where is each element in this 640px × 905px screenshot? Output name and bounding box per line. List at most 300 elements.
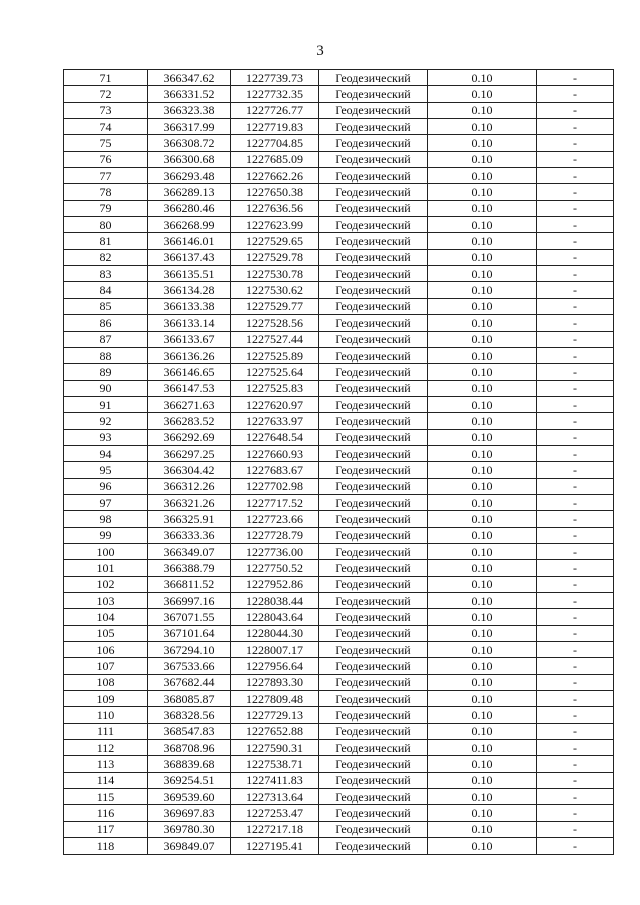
accuracy-cell: 0.10 — [428, 707, 537, 723]
table-row — [64, 445, 614, 461]
table-row — [64, 282, 614, 298]
table-row — [64, 135, 614, 151]
accuracy-cell: 0.10 — [428, 282, 537, 298]
method-cell: Геодезический — [319, 576, 428, 592]
y-coordinate-cell: 1227195.41 — [231, 838, 319, 854]
y-coordinate-cell: 1227411.83 — [231, 772, 319, 788]
coordinates-table — [63, 69, 614, 855]
accuracy-cell: 0.10 — [428, 674, 537, 690]
x-coordinate-cell: 369254.51 — [148, 772, 231, 788]
accuracy-cell: 0.10 — [428, 315, 537, 331]
y-coordinate-cell: 1227529.77 — [231, 298, 319, 314]
y-coordinate-cell: 1227217.18 — [231, 821, 319, 837]
x-coordinate-cell: 366146.01 — [148, 233, 231, 249]
accuracy-cell: 0.10 — [428, 576, 537, 592]
y-coordinate-cell: 1227313.64 — [231, 789, 319, 805]
method-cell: Геодезический — [319, 658, 428, 674]
x-coordinate-cell: 366347.62 — [148, 70, 231, 86]
note-cell: - — [537, 527, 614, 543]
table-row — [64, 102, 614, 118]
y-coordinate-cell: 1227623.99 — [231, 217, 319, 233]
point-number-cell: 89 — [64, 364, 148, 380]
note-cell: - — [537, 86, 614, 102]
y-coordinate-cell: 1228007.17 — [231, 642, 319, 658]
y-coordinate-cell: 1227525.83 — [231, 380, 319, 396]
table-row — [64, 609, 614, 625]
accuracy-cell: 0.10 — [428, 102, 537, 118]
point-number-cell: 94 — [64, 445, 148, 461]
table-row — [64, 217, 614, 233]
y-coordinate-cell: 1227529.78 — [231, 249, 319, 265]
note-cell: - — [537, 233, 614, 249]
note-cell: - — [537, 119, 614, 135]
note-cell: - — [537, 642, 614, 658]
method-cell: Геодезический — [319, 707, 428, 723]
y-coordinate-cell: 1227648.54 — [231, 429, 319, 445]
y-coordinate-cell: 1227704.85 — [231, 135, 319, 151]
x-coordinate-cell: 366297.25 — [148, 445, 231, 461]
table-row — [64, 642, 614, 658]
x-coordinate-cell: 366811.52 — [148, 576, 231, 592]
x-coordinate-cell: 366271.63 — [148, 396, 231, 412]
method-cell: Геодезический — [319, 560, 428, 576]
x-coordinate-cell: 367682.44 — [148, 674, 231, 690]
table-row — [64, 184, 614, 200]
method-cell: Геодезический — [319, 674, 428, 690]
y-coordinate-cell: 1227702.98 — [231, 478, 319, 494]
accuracy-cell: 0.10 — [428, 740, 537, 756]
x-coordinate-cell: 366133.14 — [148, 315, 231, 331]
x-coordinate-cell: 368708.96 — [148, 740, 231, 756]
y-coordinate-cell: 1228038.44 — [231, 593, 319, 609]
method-cell: Геодезический — [319, 396, 428, 412]
point-number-cell: 107 — [64, 658, 148, 674]
accuracy-cell: 0.10 — [428, 413, 537, 429]
method-cell: Геодезический — [319, 266, 428, 282]
point-number-cell: 80 — [64, 217, 148, 233]
accuracy-cell: 0.10 — [428, 298, 537, 314]
point-number-cell: 83 — [64, 266, 148, 282]
x-coordinate-cell: 366292.69 — [148, 429, 231, 445]
note-cell: - — [537, 593, 614, 609]
note-cell: - — [537, 707, 614, 723]
point-number-cell: 108 — [64, 674, 148, 690]
point-number-cell: 105 — [64, 625, 148, 641]
point-number-cell: 102 — [64, 576, 148, 592]
note-cell: - — [537, 494, 614, 510]
table-row — [64, 413, 614, 429]
y-coordinate-cell: 1227636.56 — [231, 200, 319, 216]
table-row — [64, 593, 614, 609]
y-coordinate-cell: 1227253.47 — [231, 805, 319, 821]
method-cell: Геодезический — [319, 462, 428, 478]
y-coordinate-cell: 1227530.78 — [231, 266, 319, 282]
x-coordinate-cell: 366133.67 — [148, 331, 231, 347]
y-coordinate-cell: 1227650.38 — [231, 184, 319, 200]
method-cell: Геодезический — [319, 184, 428, 200]
accuracy-cell: 0.10 — [428, 217, 537, 233]
table-row — [64, 740, 614, 756]
table-row — [64, 674, 614, 690]
x-coordinate-cell: 366308.72 — [148, 135, 231, 151]
table-row — [64, 658, 614, 674]
y-coordinate-cell: 1227683.67 — [231, 462, 319, 478]
x-coordinate-cell: 368547.83 — [148, 723, 231, 739]
point-number-cell: 87 — [64, 331, 148, 347]
accuracy-cell: 0.10 — [428, 560, 537, 576]
point-number-cell: 76 — [64, 151, 148, 167]
table-row — [64, 298, 614, 314]
accuracy-cell: 0.10 — [428, 70, 537, 86]
y-coordinate-cell: 1227538.71 — [231, 756, 319, 772]
x-coordinate-cell: 366997.16 — [148, 593, 231, 609]
y-coordinate-cell: 1227956.64 — [231, 658, 319, 674]
note-cell: - — [537, 674, 614, 690]
table-row — [64, 821, 614, 837]
y-coordinate-cell: 1227726.77 — [231, 102, 319, 118]
point-number-cell: 73 — [64, 102, 148, 118]
point-number-cell: 82 — [64, 249, 148, 265]
point-number-cell: 100 — [64, 543, 148, 559]
y-coordinate-cell: 1227717.52 — [231, 494, 319, 510]
method-cell: Геодезический — [319, 642, 428, 658]
accuracy-cell: 0.10 — [428, 756, 537, 772]
note-cell: - — [537, 168, 614, 184]
accuracy-cell: 0.10 — [428, 151, 537, 167]
table-row — [64, 380, 614, 396]
method-cell: Геодезический — [319, 494, 428, 510]
method-cell: Геодезический — [319, 805, 428, 821]
note-cell: - — [537, 576, 614, 592]
table-row — [64, 233, 614, 249]
note-cell: - — [537, 266, 614, 282]
point-number-cell: 101 — [64, 560, 148, 576]
table-row — [64, 789, 614, 805]
accuracy-cell: 0.10 — [428, 331, 537, 347]
note-cell: - — [537, 511, 614, 527]
method-cell: Геодезический — [319, 102, 428, 118]
point-number-cell: 99 — [64, 527, 148, 543]
note-cell: - — [537, 756, 614, 772]
note-cell: - — [537, 691, 614, 707]
x-coordinate-cell: 367294.10 — [148, 642, 231, 658]
note-cell: - — [537, 151, 614, 167]
table-row — [64, 838, 614, 854]
method-cell: Геодезический — [319, 364, 428, 380]
point-number-cell: 72 — [64, 86, 148, 102]
table-row — [64, 527, 614, 543]
table-row — [64, 723, 614, 739]
note-cell: - — [537, 560, 614, 576]
method-cell: Геодезический — [319, 298, 428, 314]
table-row — [64, 364, 614, 380]
y-coordinate-cell: 1227728.79 — [231, 527, 319, 543]
method-cell: Геодезический — [319, 70, 428, 86]
x-coordinate-cell: 366133.38 — [148, 298, 231, 314]
note-cell: - — [537, 298, 614, 314]
table-row — [64, 168, 614, 184]
point-number-cell: 86 — [64, 315, 148, 331]
accuracy-cell: 0.10 — [428, 168, 537, 184]
table-row — [64, 707, 614, 723]
note-cell: - — [537, 429, 614, 445]
note-cell: - — [537, 184, 614, 200]
point-number-cell: 74 — [64, 119, 148, 135]
method-cell: Геодезический — [319, 380, 428, 396]
accuracy-cell: 0.10 — [428, 789, 537, 805]
accuracy-cell: 0.10 — [428, 135, 537, 151]
method-cell: Геодезический — [319, 740, 428, 756]
table-row — [64, 494, 614, 510]
accuracy-cell: 0.10 — [428, 625, 537, 641]
accuracy-cell: 0.10 — [428, 691, 537, 707]
note-cell: - — [537, 413, 614, 429]
x-coordinate-cell: 366280.46 — [148, 200, 231, 216]
accuracy-cell: 0.10 — [428, 478, 537, 494]
coordinates-table-body — [64, 70, 614, 855]
table-row — [64, 315, 614, 331]
accuracy-cell: 0.10 — [428, 266, 537, 282]
table-row — [64, 347, 614, 363]
table-row — [64, 511, 614, 527]
y-coordinate-cell: 1227528.56 — [231, 315, 319, 331]
table-row — [64, 772, 614, 788]
method-cell: Геодезический — [319, 527, 428, 543]
table-row — [64, 576, 614, 592]
method-cell: Геодезический — [319, 347, 428, 363]
accuracy-cell: 0.10 — [428, 429, 537, 445]
point-number-cell: 115 — [64, 789, 148, 805]
note-cell: - — [537, 838, 614, 854]
accuracy-cell: 0.10 — [428, 511, 537, 527]
method-cell: Геодезический — [319, 772, 428, 788]
method-cell: Геодезический — [319, 593, 428, 609]
x-coordinate-cell: 366304.42 — [148, 462, 231, 478]
table-row — [64, 119, 614, 135]
x-coordinate-cell: 366146.65 — [148, 364, 231, 380]
accuracy-cell: 0.10 — [428, 249, 537, 265]
x-coordinate-cell: 366135.51 — [148, 266, 231, 282]
method-cell: Геодезический — [319, 233, 428, 249]
point-number-cell: 96 — [64, 478, 148, 494]
point-number-cell: 111 — [64, 723, 148, 739]
accuracy-cell: 0.10 — [428, 658, 537, 674]
y-coordinate-cell: 1227739.73 — [231, 70, 319, 86]
table-row — [64, 756, 614, 772]
note-cell: - — [537, 821, 614, 837]
x-coordinate-cell: 367101.64 — [148, 625, 231, 641]
point-number-cell: 98 — [64, 511, 148, 527]
table-row — [64, 462, 614, 478]
method-cell: Геодезический — [319, 838, 428, 854]
note-cell: - — [537, 658, 614, 674]
y-coordinate-cell: 1227723.66 — [231, 511, 319, 527]
point-number-cell: 109 — [64, 691, 148, 707]
method-cell: Геодезический — [319, 445, 428, 461]
point-number-cell: 95 — [64, 462, 148, 478]
table-row — [64, 691, 614, 707]
y-coordinate-cell: 1227893.30 — [231, 674, 319, 690]
x-coordinate-cell: 366317.99 — [148, 119, 231, 135]
point-number-cell: 118 — [64, 838, 148, 854]
y-coordinate-cell: 1227633.97 — [231, 413, 319, 429]
table-row — [64, 560, 614, 576]
y-coordinate-cell: 1227660.93 — [231, 445, 319, 461]
x-coordinate-cell: 366323.38 — [148, 102, 231, 118]
note-cell: - — [537, 396, 614, 412]
table-row — [64, 543, 614, 559]
accuracy-cell: 0.10 — [428, 772, 537, 788]
point-number-cell: 81 — [64, 233, 148, 249]
x-coordinate-cell: 366388.79 — [148, 560, 231, 576]
note-cell: - — [537, 462, 614, 478]
accuracy-cell: 0.10 — [428, 445, 537, 461]
point-number-cell: 92 — [64, 413, 148, 429]
table-row — [64, 86, 614, 102]
point-number-cell: 113 — [64, 756, 148, 772]
method-cell: Геодезический — [319, 429, 428, 445]
accuracy-cell: 0.10 — [428, 184, 537, 200]
x-coordinate-cell: 366312.26 — [148, 478, 231, 494]
x-coordinate-cell: 368839.68 — [148, 756, 231, 772]
x-coordinate-cell: 366349.07 — [148, 543, 231, 559]
x-coordinate-cell: 368085.87 — [148, 691, 231, 707]
x-coordinate-cell: 366289.13 — [148, 184, 231, 200]
accuracy-cell: 0.10 — [428, 821, 537, 837]
note-cell: - — [537, 772, 614, 788]
accuracy-cell: 0.10 — [428, 233, 537, 249]
x-coordinate-cell: 366137.43 — [148, 249, 231, 265]
point-number-cell: 114 — [64, 772, 148, 788]
note-cell: - — [537, 723, 614, 739]
note-cell: - — [537, 740, 614, 756]
point-number-cell: 79 — [64, 200, 148, 216]
point-number-cell: 106 — [64, 642, 148, 658]
y-coordinate-cell: 1227750.52 — [231, 560, 319, 576]
x-coordinate-cell: 366134.28 — [148, 282, 231, 298]
note-cell: - — [537, 625, 614, 641]
note-cell: - — [537, 347, 614, 363]
y-coordinate-cell: 1227590.31 — [231, 740, 319, 756]
accuracy-cell: 0.10 — [428, 396, 537, 412]
point-number-cell: 110 — [64, 707, 148, 723]
note-cell: - — [537, 200, 614, 216]
y-coordinate-cell: 1227719.83 — [231, 119, 319, 135]
note-cell: - — [537, 135, 614, 151]
point-number-cell: 90 — [64, 380, 148, 396]
accuracy-cell: 0.10 — [428, 642, 537, 658]
x-coordinate-cell: 366147.53 — [148, 380, 231, 396]
point-number-cell: 117 — [64, 821, 148, 837]
point-number-cell: 103 — [64, 593, 148, 609]
table-row — [64, 266, 614, 282]
y-coordinate-cell: 1227952.86 — [231, 576, 319, 592]
accuracy-cell: 0.10 — [428, 609, 537, 625]
method-cell: Геодезический — [319, 756, 428, 772]
point-number-cell: 75 — [64, 135, 148, 151]
note-cell: - — [537, 609, 614, 625]
y-coordinate-cell: 1227736.00 — [231, 543, 319, 559]
note-cell: - — [537, 102, 614, 118]
note-cell: - — [537, 70, 614, 86]
point-number-cell: 91 — [64, 396, 148, 412]
accuracy-cell: 0.10 — [428, 593, 537, 609]
point-number-cell: 116 — [64, 805, 148, 821]
point-number-cell: 77 — [64, 168, 148, 184]
point-number-cell: 84 — [64, 282, 148, 298]
method-cell: Геодезический — [319, 625, 428, 641]
y-coordinate-cell: 1228043.64 — [231, 609, 319, 625]
x-coordinate-cell: 366293.48 — [148, 168, 231, 184]
method-cell: Геодезический — [319, 789, 428, 805]
method-cell: Геодезический — [319, 249, 428, 265]
accuracy-cell: 0.10 — [428, 543, 537, 559]
note-cell: - — [537, 445, 614, 461]
method-cell: Геодезический — [319, 151, 428, 167]
table-row — [64, 625, 614, 641]
x-coordinate-cell: 366333.36 — [148, 527, 231, 543]
method-cell: Геодезический — [319, 331, 428, 347]
point-number-cell: 88 — [64, 347, 148, 363]
note-cell: - — [537, 364, 614, 380]
point-number-cell: 93 — [64, 429, 148, 445]
method-cell: Геодезический — [319, 821, 428, 837]
accuracy-cell: 0.10 — [428, 119, 537, 135]
method-cell: Геодезический — [319, 282, 428, 298]
table-row — [64, 200, 614, 216]
table-row — [64, 429, 614, 445]
method-cell: Геодезический — [319, 168, 428, 184]
accuracy-cell: 0.10 — [428, 86, 537, 102]
x-coordinate-cell: 367533.66 — [148, 658, 231, 674]
point-number-cell: 97 — [64, 494, 148, 510]
x-coordinate-cell: 366325.91 — [148, 511, 231, 527]
y-coordinate-cell: 1228044.30 — [231, 625, 319, 641]
x-coordinate-cell: 369539.60 — [148, 789, 231, 805]
point-number-cell: 78 — [64, 184, 148, 200]
table-row — [64, 70, 614, 86]
point-number-cell: 104 — [64, 609, 148, 625]
accuracy-cell: 0.10 — [428, 805, 537, 821]
x-coordinate-cell: 367071.55 — [148, 609, 231, 625]
table-row — [64, 478, 614, 494]
method-cell: Геодезический — [319, 543, 428, 559]
x-coordinate-cell: 368328.56 — [148, 707, 231, 723]
method-cell: Геодезический — [319, 200, 428, 216]
y-coordinate-cell: 1227809.48 — [231, 691, 319, 707]
accuracy-cell: 0.10 — [428, 723, 537, 739]
table-row — [64, 331, 614, 347]
x-coordinate-cell: 369697.83 — [148, 805, 231, 821]
note-cell: - — [537, 249, 614, 265]
note-cell: - — [537, 478, 614, 494]
method-cell: Геодезический — [319, 86, 428, 102]
y-coordinate-cell: 1227685.09 — [231, 151, 319, 167]
accuracy-cell: 0.10 — [428, 527, 537, 543]
method-cell: Геодезический — [319, 119, 428, 135]
y-coordinate-cell: 1227525.64 — [231, 364, 319, 380]
y-coordinate-cell: 1227530.62 — [231, 282, 319, 298]
note-cell: - — [537, 217, 614, 233]
method-cell: Геодезический — [319, 478, 428, 494]
y-coordinate-cell: 1227732.35 — [231, 86, 319, 102]
note-cell: - — [537, 543, 614, 559]
x-coordinate-cell: 366300.68 — [148, 151, 231, 167]
note-cell: - — [537, 282, 614, 298]
accuracy-cell: 0.10 — [428, 494, 537, 510]
method-cell: Геодезический — [319, 135, 428, 151]
accuracy-cell: 0.10 — [428, 380, 537, 396]
